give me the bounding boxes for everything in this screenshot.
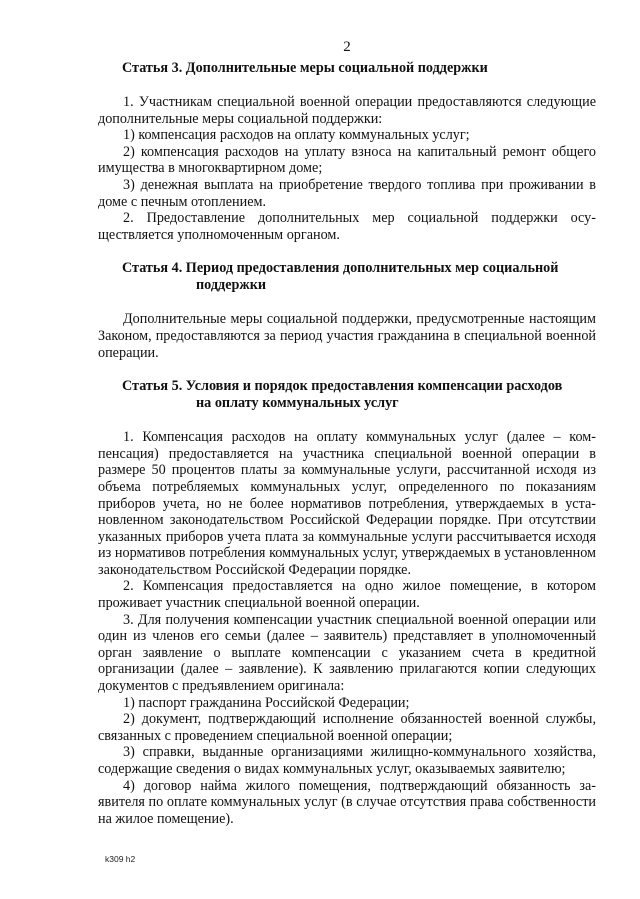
article-4 <box>98 260 596 361</box>
paragraph: 2) компенсация расходов на уплату взноса на капитальный ремонт общего имущества в многоквартирном доме; <box>98 143 596 177</box>
paragraph: 1. Компенсация расходов на оплату коммунальных услуг (далее – компенсация) предоставляется на участника специальной военной операции в размере 50 процентов платы за коммунальные услуги, рассчитанной исходя из объема потребляемых коммунальных услуг, определенного по показаниям приборов учета, но не более нормативов потребления, утверждаемых в установленном законодательством Российской Федерации порядке. При отсутствии указанных приборов учета плата за коммунальные услуги рассчитывается исходя из нормативов потребления коммунальных услуг, утверждаемых в установленном законодательством Российской Федерации порядке. <box>98 429 596 578</box>
paragraph: 1) паспорт гражданина Российской Федерации; <box>123 694 410 711</box>
paragraph: 2) документ, подтверждающий исполнение обязанностей военной службы, связанных с проведением специальной военной операции; <box>98 711 596 744</box>
document-page <box>98 38 596 827</box>
paragraph: 4) договор найма жилого помещения, подтверждающий обязанность заявителя по оплате коммунальных услуг (в случае отсутствия права собственности на жилое помещение). <box>98 777 596 827</box>
article-heading <box>98 378 596 412</box>
article-heading <box>98 260 596 294</box>
paragraph: 3. Для получения компенсации участник специальной военной операции или один из членов его семьи (далее – заявитель) представляет в уполномоченный орган заявление о выплате компенсации с указанием счета в кредитной организации (далее – заявление). К заявлению прилагаются копии следующих документов с предъявлением оригинала: <box>98 611 596 695</box>
paragraph: 1) компенсация расходов на оплату коммунальных услуг; <box>123 127 470 144</box>
article-body <box>98 429 596 827</box>
article-body <box>98 311 596 361</box>
article-heading-text: Статья 3. Дополнительные меры социальной поддержки <box>122 60 488 76</box>
article-heading-continuation: поддержки <box>196 277 267 294</box>
article-heading-text: Статья 5. Условия и порядок предоставления компенсации расходов <box>122 378 563 395</box>
article-5 <box>98 378 596 827</box>
page-number: 2 <box>343 39 351 55</box>
paragraph: 2. Предоставление дополнительных мер социальной поддержки осуществляется уполномоченным органом. <box>98 210 596 243</box>
article-heading-text: Статья 4. Период предоставления дополнительных мер социальной <box>122 260 559 277</box>
article-heading <box>98 60 596 77</box>
article-body <box>98 94 596 243</box>
paragraph: 2. Компенсация предоставляется на одно жилое помещение, в котором проживает участник специальной военной операции. <box>98 578 596 612</box>
footer-code: k309 h2 <box>105 854 136 864</box>
article-3 <box>98 60 596 243</box>
paragraph: 3) денежная выплата на приобретение твердого топлива при проживании в доме с печным отоплением. <box>98 176 596 210</box>
paragraph: 3) справки, выданные организациями жилищно-коммунального хозяйства, содержащие сведения о видах коммунальных услуг, оказываемых заявителю; <box>98 744 596 777</box>
article-heading-continuation: на оплату коммунальных услуг <box>196 395 399 412</box>
paragraph: 1. Участникам специальной военной операции предоставляются следующие дополнительные меры социальной поддержки: <box>98 94 596 127</box>
paragraph: Дополнительные меры социальной поддержки, предусмотренные настоящим Законом, предоставляются за период участия гражданина в специальной военной операции. <box>98 311 596 361</box>
